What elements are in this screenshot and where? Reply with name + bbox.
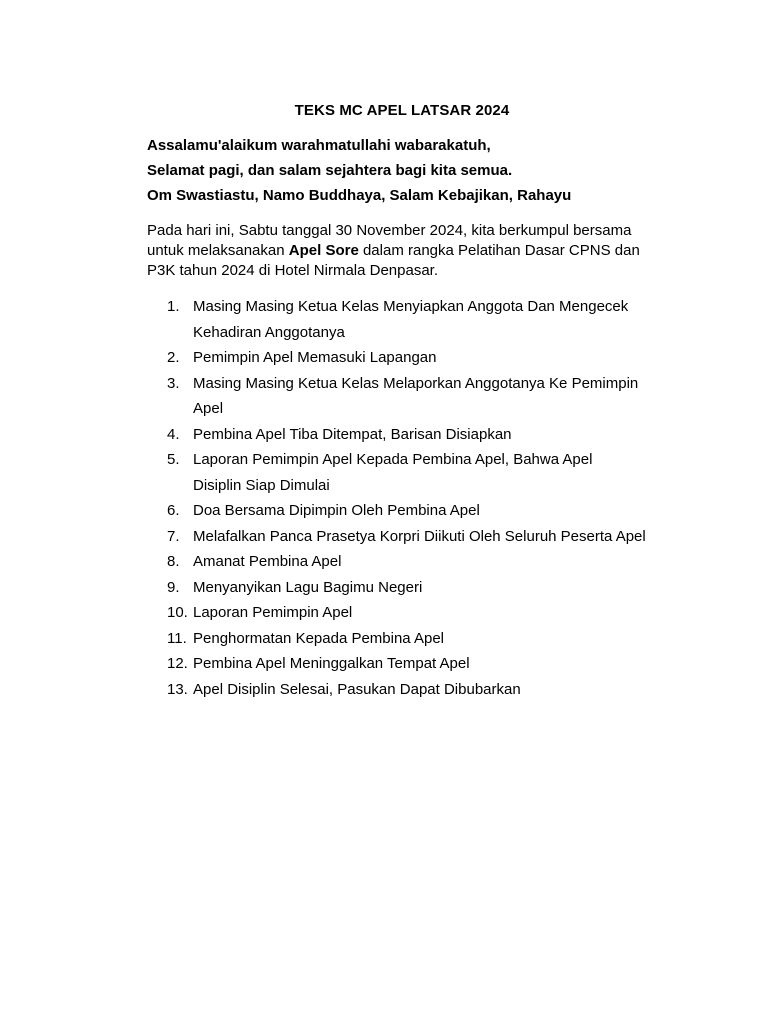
list-text: Pemimpin Apel Memasuki Lapangan <box>193 349 437 366</box>
list-item <box>147 422 658 448</box>
greetings-block <box>147 136 571 211</box>
list-number: 6. <box>167 502 180 519</box>
list-number: 5. <box>167 451 180 468</box>
list-number: 11. <box>167 629 187 647</box>
list-number: 8. <box>167 553 180 570</box>
intro-text-start: Pada hari ini, Sabtu tanggal 30 November 2024, kita berkumpul bersama untuk melaksanakan <box>147 222 632 259</box>
list-item <box>147 677 658 703</box>
list-item <box>147 294 658 345</box>
list-number: 9. <box>167 578 180 596</box>
list-number: 13. <box>167 680 188 698</box>
list-item <box>147 600 658 626</box>
list-item <box>147 524 658 550</box>
list-text: Masing Masing Ketua Kelas Melaporkan Anggotanya Ke Pemimpin Apel <box>193 374 639 417</box>
intro-paragraph <box>147 221 667 281</box>
list-text: Masing Masing Ketua Kelas Menyiapkan Anggota Dan Mengecek Kehadiran Anggotanya <box>193 298 629 341</box>
list-item <box>147 575 658 601</box>
list-text: Apel Disiplin Selesai, Pasukan Dapat Dibubarkan <box>193 680 521 698</box>
list-number: 7. <box>167 527 180 545</box>
greeting-line: Assalamu'alaikum warahmatullahi wabarakatuh, <box>147 137 491 154</box>
intro-bold-text: Apel Sore <box>288 242 359 259</box>
list-number: 2. <box>167 349 180 366</box>
greeting-line: Selamat pagi, dan salam sejahtera bagi kita semua. <box>147 162 513 179</box>
list-text: Pembina Apel Meninggalkan Tempat Apel <box>193 655 470 672</box>
list-item <box>147 549 658 575</box>
list-item <box>147 651 658 677</box>
list-text: Amanat Pembina Apel <box>193 553 342 570</box>
list-item <box>147 345 658 371</box>
list-item <box>147 447 623 498</box>
steps-list <box>147 294 667 702</box>
list-number: 4. <box>167 425 180 443</box>
list-text: Melafalkan Panca Prasetya Korpri Diikuti Oleh Seluruh Peserta Apel <box>193 527 646 545</box>
list-item <box>147 371 668 422</box>
list-text: Menyanyikan Lagu Bagimu Negeri <box>193 578 423 596</box>
list-text: Doa Bersama Dipimpin Oleh Pembina Apel <box>193 502 480 519</box>
list-text: Penghormatan Kepada Pembina Apel <box>193 629 445 647</box>
list-text: Pembina Apel Tiba Ditempat, Barisan Disiapkan <box>193 425 512 443</box>
document-title: TEKS MC APEL LATSAR 2024 <box>294 102 510 119</box>
greeting-line: Om Swastiastu, Namo Buddhaya, Salam Kebajikan, Rahayu <box>147 187 572 204</box>
list-number: 10. <box>167 604 188 621</box>
list-number: 1. <box>167 298 180 315</box>
list-number: 3. <box>167 374 180 392</box>
intro-text-end: dalam rangka Pelatihan Dasar CPNS dan P3K tahun 2024 di Hotel Nirmala Denpasar. <box>147 242 640 279</box>
list-item <box>147 498 658 524</box>
list-item <box>147 626 658 652</box>
list-number: 12. <box>167 655 188 672</box>
list-text: Laporan Pemimpin Apel <box>193 604 353 621</box>
list-text: Laporan Pemimpin Apel Kepada Pembina Apel, Bahwa Apel Disiplin Siap Dimulai <box>193 451 593 494</box>
